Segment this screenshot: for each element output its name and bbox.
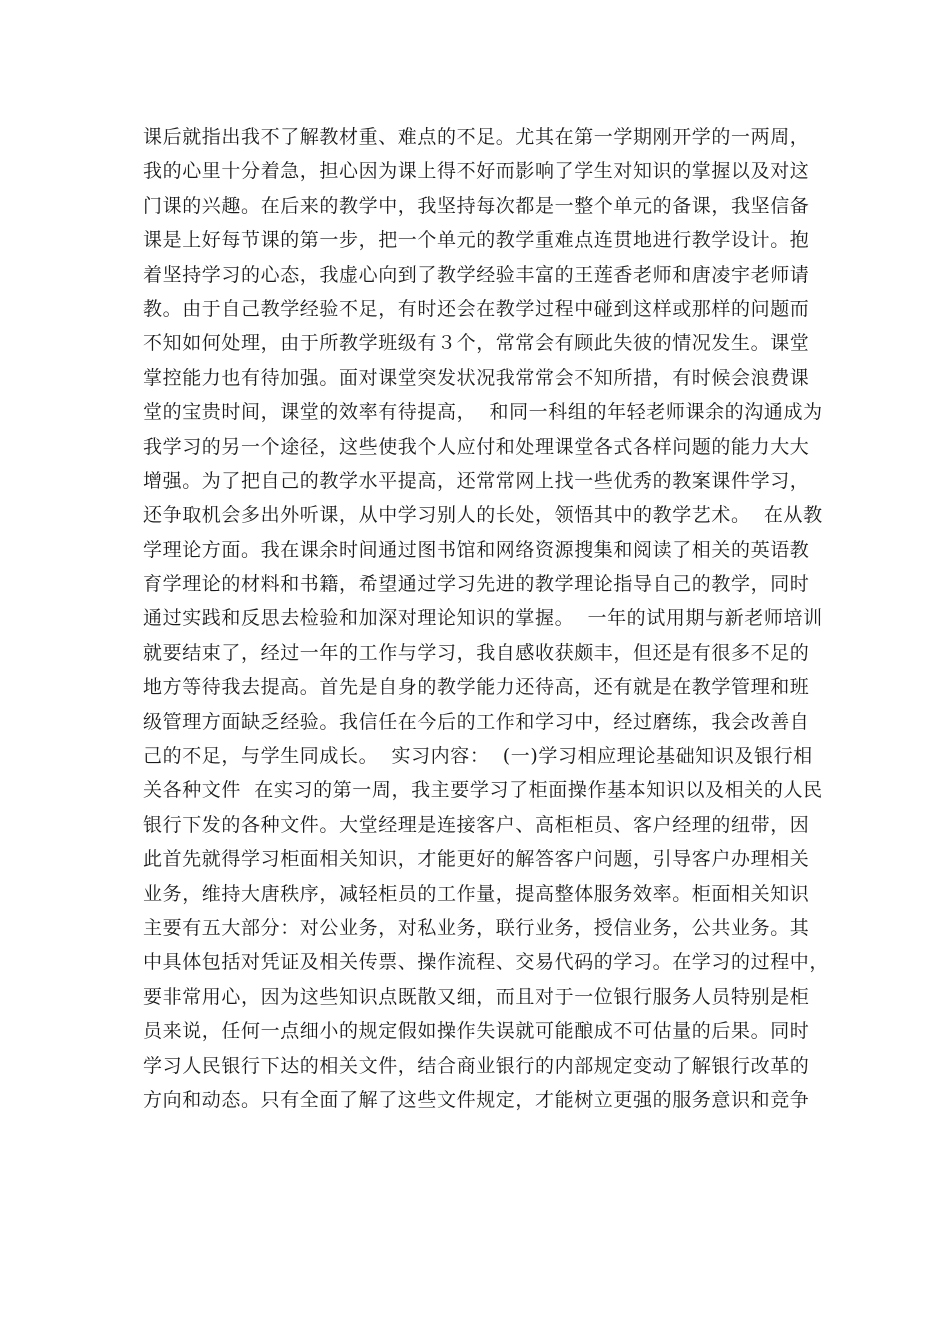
text-line-16: 就要结束了，经过一年的工作与学习，我自感收获颇丰，但还是有很多不足的 xyxy=(143,641,810,664)
text-line-14: 育学理论的材料和书籍，希望通过学习先进的教学理论指导自己的教学，同时 xyxy=(143,573,810,596)
text-line-3: 门课的兴趣。在后来的教学中，我坚持每次都是一整个单元的备课，我坚信备 xyxy=(143,194,810,217)
text-line-17: 地方等待我去提高。首先是自身的教学能力还待高，还有就是在教学管理和班 xyxy=(143,676,810,699)
text-line-29: 方向和动态。只有全面了解了这些文件规定，才能树立更强的服务意识和竞争 xyxy=(143,1088,810,1111)
text-line-18: 级管理方面缺乏经验。我信任在今后的工作和学习中，经过磨练，我会改善自 xyxy=(143,710,810,733)
text-line-11: 增强。为了把自己的教学水平提高，还常常网上找一些优秀的教案课件学习， xyxy=(143,469,810,492)
text-line-10: 我学习的另一个途径，这些使我个人应付和处理课堂各式各样问题的能力大大 xyxy=(143,435,810,458)
text-line-1: 课后就指出我不了解教材重、难点的不足。尤其在第一学期刚开学的一两周， xyxy=(143,126,810,148)
text-line-6: 教。由于自己教学经验不足，有时还会在教学过程中碰到这样或那样的问题而 xyxy=(143,297,810,320)
text-line-7: 不知如何处理，由于所教学班级有３个，常常会有顾此失彼的情况发生。课堂 xyxy=(143,332,810,355)
text-line-4: 课是上好每节课的第一步，把一个单元的教学重难点连贯地进行教学设计。抱 xyxy=(143,229,810,252)
text-line-26: 要非常用心，因为这些知识点既散又细，而且对于一位银行服务人员特别是柜 xyxy=(143,985,810,1008)
text-line-21: 银行下发的各种文件。大堂经理是连接客户、高柜柜员、客户经理的纽带，因 xyxy=(143,813,810,836)
text-line-19: 己的不足，与学生同成长。 实习内容： (一)学习相应理论基础知识及银行相 xyxy=(143,745,813,768)
text-line-22: 此首先就得学习柜面相关知识，才能更好的解答客户问题，引导客户办理相关 xyxy=(143,848,810,871)
text-line-27: 员来说，任何一点细小的规定假如操作失误就可能酿成不可估量的后果。同时 xyxy=(143,1020,810,1043)
text-line-5: 着坚持学习的心态，我虚心向到了教学经验丰富的王莲香老师和唐凌宇老师请 xyxy=(143,263,810,286)
text-line-12: 还争取机会多出外听课，从中学习别人的长处，领悟其中的教学艺术。 在从教 xyxy=(143,504,823,527)
text-line-8: 掌控能力也有待加强。面对课堂突发状况我常常会不知所措，有时候会浪费课 xyxy=(143,366,810,389)
text-line-2: 我的心里十分着急，担心因为课上得不好而影响了学生对知识的掌握以及对这 xyxy=(143,160,810,183)
text-line-24: 主要有五大部分：对公业务，对私业务，联行业务，授信业务，公共业务。其 xyxy=(143,916,810,939)
text-line-9: 堂的宝贵时间，课堂的效率有待提高， 和同一科组的年轻老师课余的沟通成为 xyxy=(143,401,823,424)
text-line-15: 通过实践和反思去检验和加深对理论知识的掌握。 一年的试用期与新老师培训 xyxy=(143,607,823,630)
text-line-25: 中具体包括对凭证及相关传票、操作流程、交易代码的学习。在学习的过程中， xyxy=(143,951,830,974)
text-line-13: 学理论方面。我在课余时间通过图书馆和网络资源搜集和阅读了相关的英语教 xyxy=(143,538,810,561)
body-text xyxy=(143,120,830,1117)
text-line-20: 关各种文件 在实习的第一周，我主要学习了柜面操作基本知识以及相关的人民 xyxy=(143,779,823,802)
text-line-23: 业务，维持大唐秩序，减轻柜员的工作量，提高整体服务效率。柜面相关知识 xyxy=(143,882,810,905)
text-line-28: 学习人民银行下达的相关文件，结合商业银行的内部规定变动了解银行改革的 xyxy=(143,1054,810,1077)
